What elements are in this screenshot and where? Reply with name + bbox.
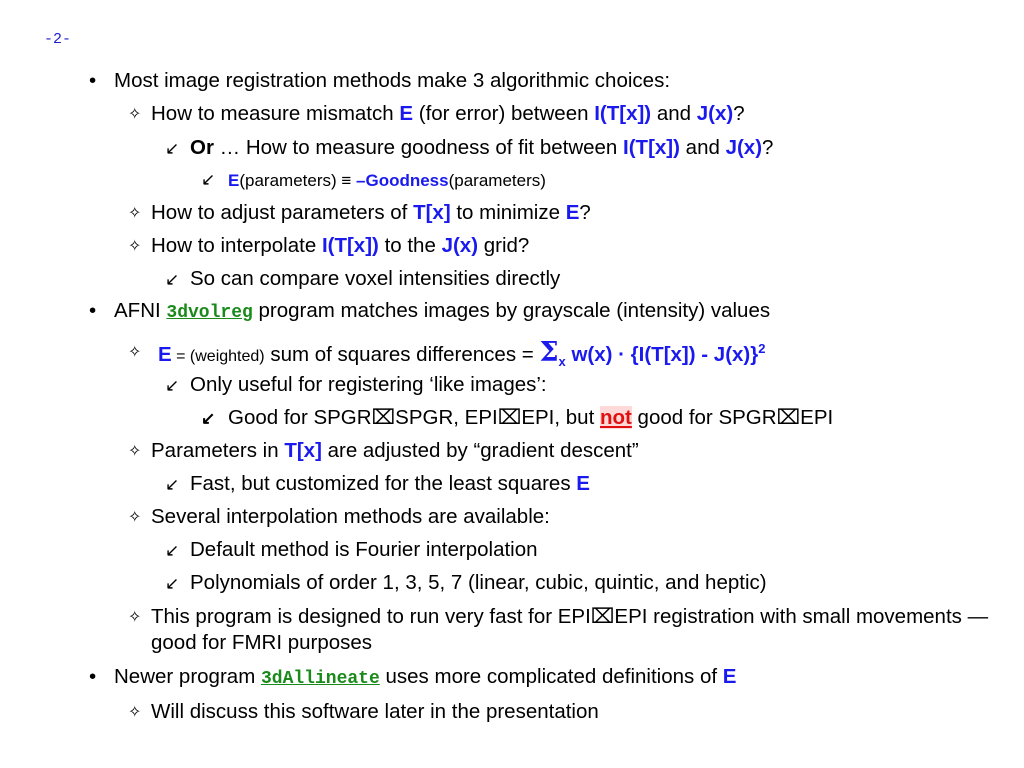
bullet-item — [201, 168, 546, 194]
bullet-dot: • — [89, 69, 97, 92]
arrow-bullet-icon: ↙ — [201, 170, 216, 189]
bullet-text: Several interpolation methods are available: — [151, 505, 550, 528]
text-weighted: (weighted) — [189, 347, 265, 365]
bullet-text: This program is designed to run very fast for EPI⌧EPI registration with small movements — good for FMRI purposes — [151, 605, 989, 654]
formula: w(x) · {I(T[x]) - J(x)} — [565, 342, 759, 366]
bullet-text: Will discuss this software later in the presentation — [151, 700, 599, 723]
text-or: Or — [190, 136, 214, 159]
bullet-text: So can compare voxel intensities directly — [190, 267, 561, 290]
text: grid? — [478, 234, 530, 257]
bullet-item — [128, 604, 991, 656]
bullet-item — [128, 504, 550, 530]
bullet-text: Polynomials of order 1, 3, 5, 7 (linear, cubic, quintic, and heptic) — [190, 571, 767, 594]
arrow-bullet-icon: ↙ — [165, 139, 180, 158]
bullet-item — [201, 405, 834, 431]
symbol-E: E — [158, 342, 172, 366]
text: … How to measure goodness of fit between — [213, 136, 624, 159]
arrow-bullet-icon: ↙ — [165, 270, 180, 289]
text: ? — [762, 136, 774, 159]
bullet-dot: • — [89, 665, 97, 688]
text: Parameters in — [151, 439, 285, 462]
diamond-bullet-icon: ✧ — [128, 509, 142, 526]
bullet-item — [165, 372, 547, 398]
bullet-dot: • — [89, 299, 97, 322]
bullet-item — [128, 101, 745, 127]
text: (for error) between — [413, 102, 595, 125]
diamond-bullet-icon: ✧ — [128, 609, 142, 626]
bullet-item — [128, 336, 766, 375]
diamond-bullet-icon: ✧ — [128, 704, 142, 721]
text: (parameters) ≡ — [239, 171, 357, 190]
text: Good for SPGR⌧SPGR, EPI⌧EPI, but — [228, 406, 600, 429]
text: and — [679, 136, 726, 159]
bullet-item — [128, 200, 591, 226]
text: ? — [579, 201, 591, 224]
symbol-E: E — [228, 171, 240, 190]
arrow-bullet-icon: ↙ — [165, 541, 180, 560]
text: How to measure mismatch — [151, 102, 400, 125]
goodness: –Goodness — [356, 171, 449, 190]
diamond-bullet-icon: ✧ — [128, 443, 142, 460]
symbol-ITx: I(T[x]) — [594, 102, 652, 125]
text: to the — [378, 234, 442, 257]
bullet-item — [165, 266, 561, 292]
text: sum of squares differences = — [264, 342, 540, 366]
text: AFNI — [114, 299, 167, 322]
text: = — [171, 347, 190, 365]
bullet-item — [165, 471, 590, 497]
bullet-item — [128, 699, 599, 725]
bullet-item — [89, 664, 737, 692]
diamond-bullet-icon: ✧ — [128, 106, 142, 123]
symbol-Jx: J(x) — [441, 234, 479, 257]
bullet-text: Most image registration methods make 3 algorithmic choices: — [114, 69, 671, 92]
bullet-item — [128, 438, 639, 464]
text: How to interpolate — [151, 234, 322, 257]
symbol-E: E — [399, 102, 414, 125]
bullet-item — [89, 298, 771, 326]
page-number: -2- — [44, 31, 72, 48]
bullet-item — [89, 68, 671, 94]
text: ? — [733, 102, 745, 125]
sigma-subscript: x — [558, 353, 566, 369]
bullet-item — [165, 135, 774, 161]
bullet-text: Default method is Fourier interpolation — [190, 538, 538, 561]
sigma-symbol: Σ — [539, 336, 559, 368]
arrow-bullet-icon: ↙ — [165, 376, 180, 395]
text: Fast, but customized for the least squares — [190, 472, 577, 495]
diamond-bullet-icon: ✧ — [128, 238, 142, 255]
arrow-bullet-icon: ↙ — [165, 574, 180, 593]
program-link-3dvolreg[interactable]: 3dvolreg — [166, 303, 253, 323]
text: are adjusted by “gradient descent” — [321, 439, 639, 462]
text: to minimize — [450, 201, 566, 224]
symbol-E: E — [565, 201, 580, 224]
bullet-item — [165, 537, 538, 563]
symbol-ITx: I(T[x]) — [321, 234, 379, 257]
arrow-bullet-icon: ↙ — [165, 475, 180, 494]
program-link-3dallineate[interactable]: 3dAllineate — [260, 669, 380, 689]
symbol-ITx: I(T[x]) — [623, 136, 680, 159]
text: (parameters) — [448, 171, 546, 190]
symbol-Jx: J(x) — [725, 136, 763, 159]
bullet-item — [165, 570, 767, 596]
bullet-text: Only useful for registering ‘like images’: — [190, 373, 547, 396]
diamond-bullet-icon: ✧ — [128, 205, 142, 222]
text: Newer program — [114, 665, 261, 688]
arrow-bullet-icon: ↙ — [201, 409, 216, 428]
symbol-Jx: J(x) — [696, 102, 734, 125]
symbol-E: E — [576, 472, 590, 495]
emphasis-not: not — [599, 406, 632, 429]
symbol-Tx: T[x] — [413, 201, 451, 224]
symbol-Tx: T[x] — [284, 439, 322, 462]
formula-superscript: 2 — [758, 341, 766, 356]
text: How to adjust parameters of — [151, 201, 414, 224]
text: uses more complicated definitions of — [379, 665, 723, 688]
bullet-item — [128, 233, 530, 259]
text: program matches images by grayscale (intensity) values — [252, 299, 771, 322]
diamond-bullet-icon: ✧ — [128, 344, 142, 361]
symbol-E: E — [722, 665, 737, 688]
text: good for SPGR⌧EPI — [631, 406, 834, 429]
text: and — [651, 102, 697, 125]
